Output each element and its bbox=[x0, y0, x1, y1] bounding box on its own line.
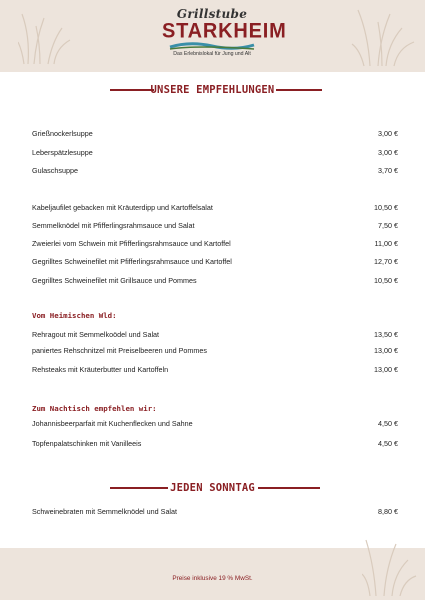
item-price: 10,50 € bbox=[374, 276, 398, 285]
menu-item bbox=[32, 165, 398, 177]
grass-illustration-icon bbox=[350, 4, 420, 68]
menu-item bbox=[32, 128, 398, 140]
item-price: 3,00 € bbox=[378, 129, 398, 138]
item-name: Grießnockerlsuppe bbox=[32, 129, 93, 138]
grass-illustration-icon bbox=[362, 530, 418, 596]
item-name: Johannisbeerparfait mit Kuchenflecken und Sahne bbox=[32, 419, 193, 428]
lake-wave-icon bbox=[168, 41, 256, 51]
item-price: 3,70 € bbox=[378, 166, 398, 175]
item-name: Gegrilltes Schweinefilet mit Pfifferlingsrahmsauce und Kartoffel bbox=[32, 257, 232, 266]
menu-item bbox=[32, 506, 398, 518]
item-name: Schweinebraten mit Semmelknödel und Salat bbox=[32, 507, 178, 516]
item-name: paniertes Rehschnitzel mit Preiselbeeren und Pommes bbox=[32, 346, 207, 355]
menu-item bbox=[32, 329, 398, 341]
logo-tagline: Das Erlebnislokal für Jung und Alt bbox=[173, 51, 251, 57]
item-price: 3,00 € bbox=[378, 148, 398, 157]
restaurant-logo bbox=[162, 7, 287, 70]
section-header-recommendations bbox=[0, 82, 425, 98]
menu-item bbox=[32, 438, 398, 450]
item-name: Leberspätzlesuppe bbox=[32, 148, 93, 157]
menu-item bbox=[32, 418, 398, 430]
item-name: Rehragout mit Semmelkoödel und Salat bbox=[32, 330, 160, 339]
menu-item bbox=[32, 364, 398, 376]
section-title: JEDEN SONNTAG bbox=[170, 482, 255, 494]
logo-line2: STARKHEIM bbox=[162, 19, 287, 43]
item-price: 11,00 € bbox=[374, 239, 398, 248]
item-price: 13,00 € bbox=[374, 365, 398, 374]
item-price: 10,50 € bbox=[374, 203, 398, 212]
menu-item bbox=[32, 238, 398, 250]
menu-item bbox=[32, 147, 398, 159]
item-price: 7,50 € bbox=[378, 221, 398, 230]
section-header-sunday bbox=[0, 480, 425, 496]
item-name: Kabeljaufilet gebacken mit Kräuterdipp und Kartoffelsalat bbox=[32, 203, 213, 212]
item-name: Semmelknödel mit Pfifferlingsrahmsauce und Salat bbox=[32, 221, 195, 230]
menu-item bbox=[32, 345, 398, 357]
item-price: 13,00 € bbox=[374, 346, 398, 355]
item-name: Topfenpalatschinken mit Vanilleeis bbox=[32, 439, 142, 448]
subsection-title-dessert: Zum Nachtisch empfehlen wir: bbox=[32, 404, 157, 413]
item-price: 4,50 € bbox=[378, 419, 398, 428]
item-name: Rehsteaks mit Kräuterbutter und Kartoffeln bbox=[32, 365, 169, 374]
item-price: 13,50 € bbox=[374, 330, 398, 339]
menu-item bbox=[32, 275, 398, 287]
menu-item bbox=[32, 256, 398, 268]
subsection-title-game: Vom Heimischen Wld: bbox=[32, 311, 117, 320]
item-name: Zweierlei vom Schwein mit Pfifferlingsrahmsauce und Kartoffel bbox=[32, 239, 231, 248]
item-price: 8,80 € bbox=[378, 507, 398, 516]
menu-item bbox=[32, 202, 398, 214]
item-price: 12,70 € bbox=[374, 257, 398, 266]
footer-note: Preise inklusive 19 % MwSt. bbox=[172, 575, 253, 582]
grass-illustration-icon bbox=[18, 6, 78, 66]
item-price: 4,50 € bbox=[378, 439, 398, 448]
menu-item bbox=[32, 220, 398, 232]
item-name: Gulaschsuppe bbox=[32, 166, 78, 175]
logo-line1: Grillstube bbox=[176, 7, 248, 21]
section-title: UNSERE EMPFEHLUNGEN bbox=[150, 84, 275, 96]
item-name: Gegrilltes Schweinefilet mit Grillsauce und Pommes bbox=[32, 276, 197, 285]
